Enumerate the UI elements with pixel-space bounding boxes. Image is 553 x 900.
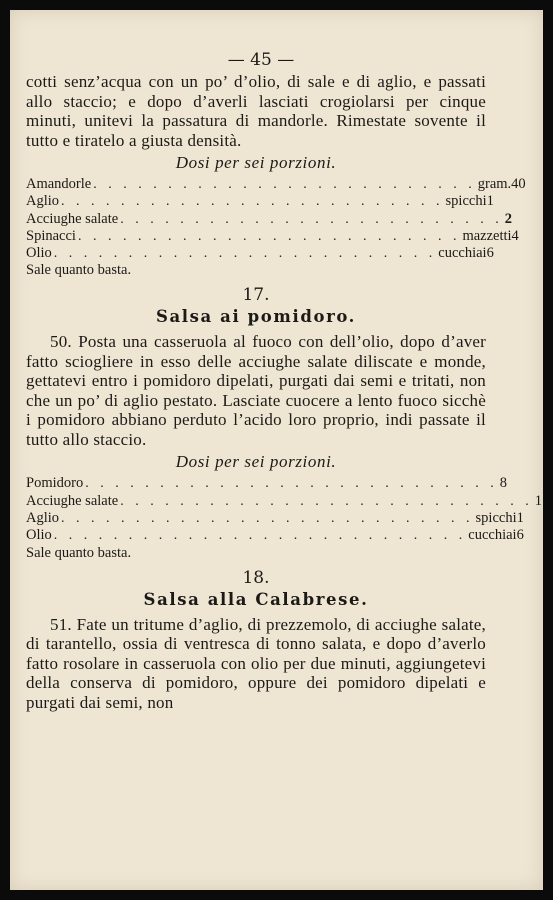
ingredient-row: Olio . . . . . . . . . . . . . . . . . . . . . . . . . . . . cucchiai 6 — [26, 527, 524, 544]
ingredient-row: Spinacci . . . . . . . . . . . . . . . . . . . . . . . . . . mazzetti 4 — [26, 227, 519, 244]
ingredient-row: Aglio . . . . . . . . . . . . . . . . . . . . . . . . . . spicchi 1 — [26, 193, 494, 210]
ingredient-row: Olio . . . . . . . . . . . . . . . . . . . . . . . . . . cucchiai 6 — [26, 245, 494, 262]
section-title-18: Salsa alla Calabrese. — [143, 589, 369, 609]
sale-line-1: Sale quanto basta. — [26, 262, 132, 279]
ingredient-list-2 — [26, 475, 542, 544]
section-number-18: 18. — [242, 567, 270, 588]
recipe-paragraph-51: 51. Fate un tritume d’aglio, di prezzemolo, di acciughe salate, di tarantello, ossia di ventresca di tonno salata, e dopo d’averlo fatto rosolare in casseruola con olio per due minuti, aggiungetevi della conserva di pomidoro, oppure dei pomidoro dipelati e purgati dai semi, non — [26, 614, 486, 712]
ingredient-row: Pomidoro . . . . . . . . . . . . . . . . . . . . . . . . . . . . 8 — [26, 475, 507, 492]
dosi-heading-2: Dosi per sei porzioni. — [175, 452, 337, 472]
section-number-17: 17. — [242, 285, 270, 306]
intro-paragraph: cotti senz’acqua con un po’ d’olio, di sale e di aglio, e passati allo staccio; e dopo d’averli lasciati crogiolarsi per cinque minuti, unitevi la passatura di mandorle. Rimestate sovente il tutto e tiratelo a giusta densità. — [26, 72, 486, 150]
page-content — [26, 48, 542, 712]
dosi-heading-1: Dosi per sei porzioni. — [175, 153, 337, 172]
ingredient-row: Amandorle . . . . . . . . . . . . . . . . . . . . . . . . . . gram. 40 — [26, 176, 526, 192]
section-18-text — [26, 615, 486, 713]
recipe-paragraph-50: 50. Posta una casseruola al fuoco con dell’olio, dopo d’aver fatto sciogliere in esso delle acciughe salate diliscate e monde, gettatevi entro i pomidoro dipelati, purgati dai semi e tritati, non che un po’ di aglio pestato. Lasciate cuocere a lento fuoco sicchè i pomidoro abbiano perduto l’acido loro proprio, indi passate il tutto allo staccio. — [26, 332, 486, 449]
ingredient-row: Acciughe salate . . . . . . . . . . . . . . . . . . . . . . . . . . . . 1 — [26, 492, 542, 509]
intro-text — [26, 72, 486, 150]
ingredient-row: Aglio . . . . . . . . . . . . . . . . . . . . . . . . . . . . spicchi 1 — [26, 510, 524, 527]
page-number: — 45 — — [227, 50, 295, 70]
book-page — [10, 10, 543, 890]
ingredient-row: Acciughe salate . . . . . . . . . . . . . . . . . . . . . . . . . . 2 — [26, 210, 512, 227]
section-17-text — [26, 332, 486, 449]
section-title-17: Salsa ai pomidoro. — [155, 307, 357, 327]
sale-line-2: Sale quanto basta. — [26, 544, 132, 561]
ingredient-list-1 — [26, 176, 526, 262]
